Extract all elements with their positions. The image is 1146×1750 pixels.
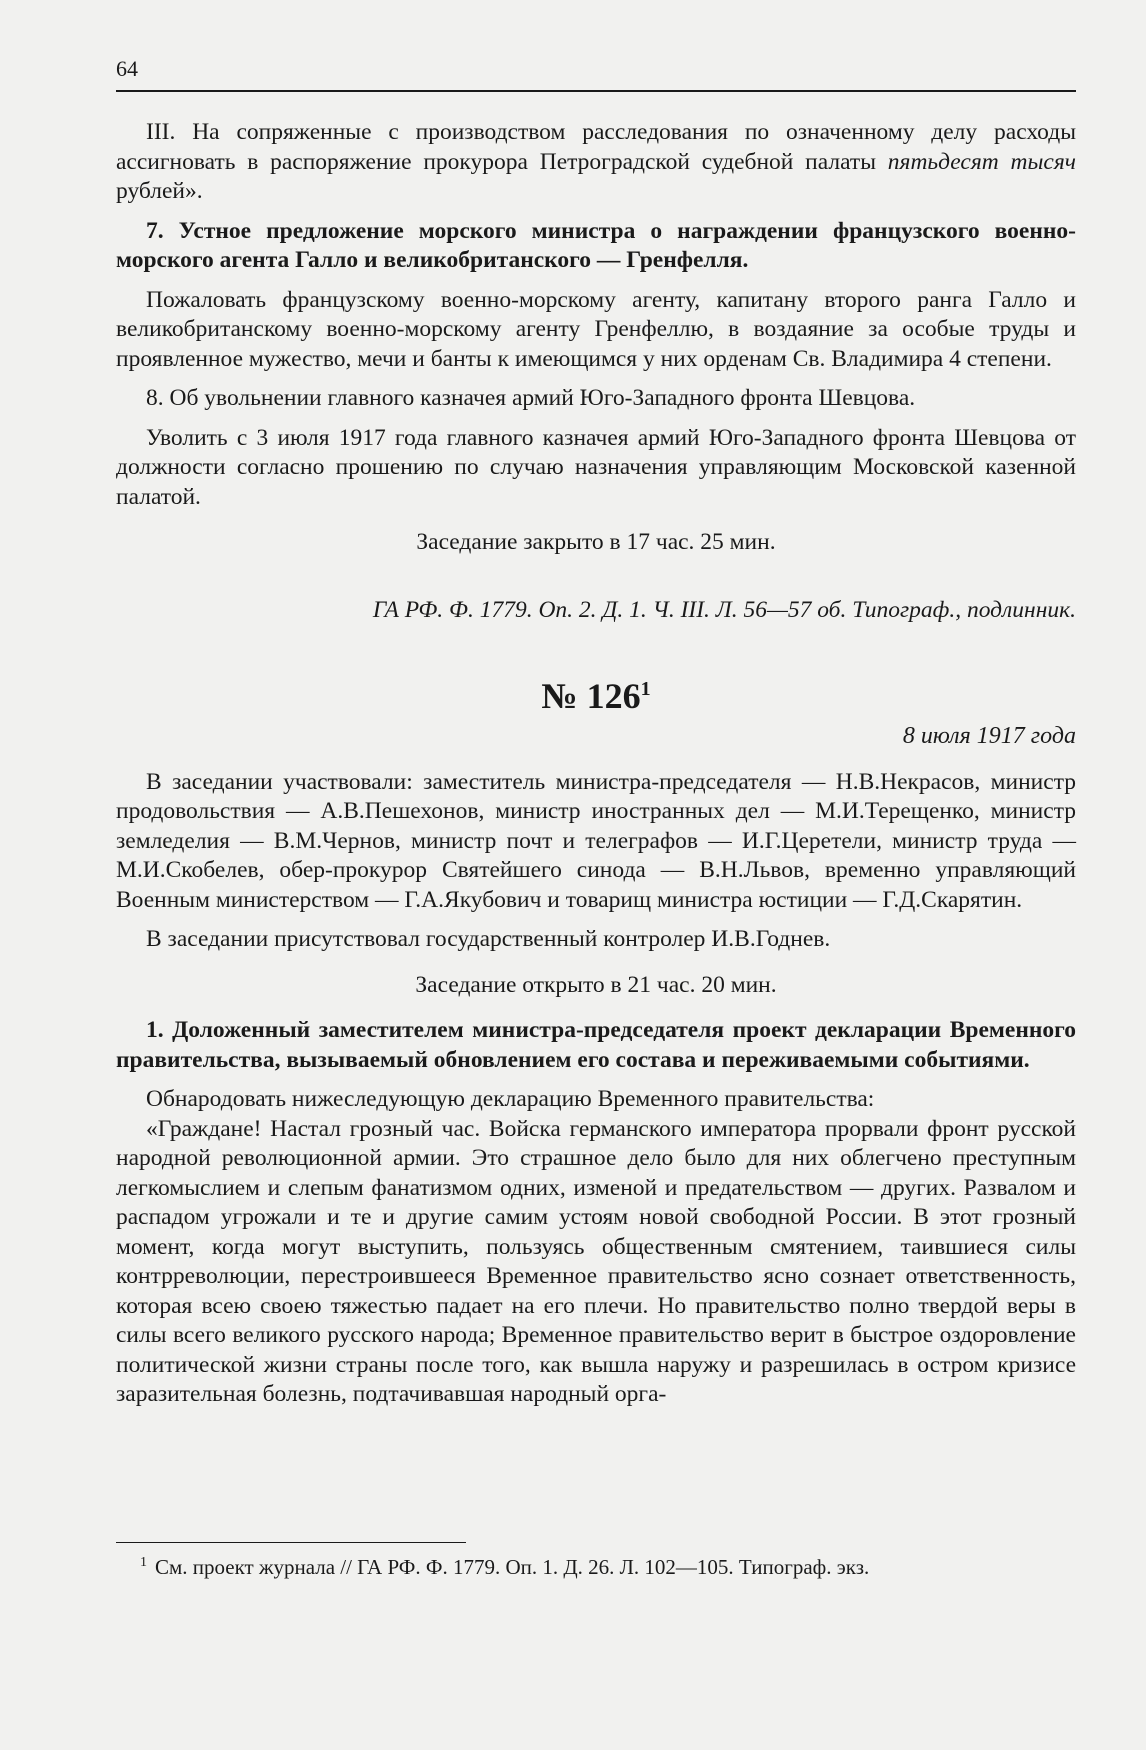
header-rule [116, 90, 1076, 92]
document-number: № $126^1$ [541, 676, 651, 716]
participants: В заседании участвовали: заместитель министра-председателя — Н.В.Некрасов, министр продовольствия — А.В.Пешехонов, министр иностранных дел — М.И.Терещенко, министр земледелия — В.М.Чернов, министр почт и телеграфов — И.Г.Церетели, министр труда — М.И.Скобелев, обер-прокурор Святейшего синода — В.Н.Львов, временно управляющий Военным министерством — Г.А.Якубович и товарищ министра юстиции — Г.Д.Скарятин. [116, 768, 1076, 913]
body-text [116, 118, 1076, 1410]
footnote-ref: 1 [640, 678, 651, 700]
item-7-title: 7. Устное предложение морского министра о награждении французского военно-морского агента Галло и великобританского — Гренфелля. [116, 217, 1076, 273]
declaration-text: «Граждане! Настал грозный час. Войска германского императора прорвали фронт русской народной революционной армии. Это страшное дело было для них облегчено преступным легкомыслием и слепым фанатизмом одних, изменой и предательством — других. Развалом и распадом угрожали и те и другие самим устоям новой свободной России. В этот грозный момент, когда могут выступить, пользуясь общественным смятением, таившиеся силы контрреволюции, перестроившееся Временное правительство ясно сознает ответственность, которая всею своею тяжестью падает на его плечи. Но правительство полно твердой веры в силы всего великого русского народа; Временное правительство верит в быстрое оздоровление политической жизни страны после того, как вышла наружу и разрешилась в остром кризисе заразительная болезнь, подтачивавшая народный орга- [116, 1115, 1076, 1407]
controller-present: В заседании присутствовал государственный контролер И.В.Годнев. [146, 926, 831, 952]
page-number: 64 [116, 56, 138, 81]
footnote-rule [116, 1542, 466, 1543]
footnote-text: См. проект журнала // ГА РФ. Ф. 1779. Оп. 1. Д. 26. Л. 102—105. Типограф. экз. [155, 1555, 870, 1579]
session-opened: Заседание открыто в 21 час. 20 мин. [415, 971, 777, 998]
item-8-title: 8. Об увольнении главного казначея армий Юго-Западного фронта Шевцова. [146, 385, 916, 411]
session-closed: Заседание закрыто в 17 час. 25 мин. [416, 529, 776, 555]
paragraph-resolution-iii: III. На сопряженные с производством расследования по означенному делу расходы ассигновать в распоряжение прокурора Петроградской судебной палаты пятьдесят тысяч рублей». [116, 119, 1076, 204]
item-7-text: Пожаловать французскому военно-морскому агенту, капитану второго ранга Галло и великобританскому военно-морскому агенту Гренфеллю, в воздаяние за особые труды и проявленное мужество, мечи и банты к имеющимся у них орденам Св. Владимира 4 степени. [116, 286, 1076, 372]
item-1-text: Обнародовать нижеследующую декларацию Временного правительства: [146, 1086, 875, 1112]
document-date: 8 июля 1917 года [902, 723, 1076, 749]
archive-source: ГА РФ. Ф. 1779. Оп. 2. Д. 1. Ч. III. Л. 56—57 об. Типограф., подлинник. [372, 596, 1076, 623]
item-8-text: Уволить с 3 июля 1917 года главного казначея армий Юго-Западного фронта Шевцова от должности согласно прошению по случаю назначения управляющим Московской казенной палатой. [116, 424, 1076, 510]
footnote [140, 1550, 869, 1580]
footnote-marker: 1 [140, 1555, 147, 1570]
item-1-title: 1. Доложенный заместителем министра-председателя проект декларации Временного правительства, вызываемый обновлением его состава и переживаемыми событиями. [116, 1017, 1076, 1073]
